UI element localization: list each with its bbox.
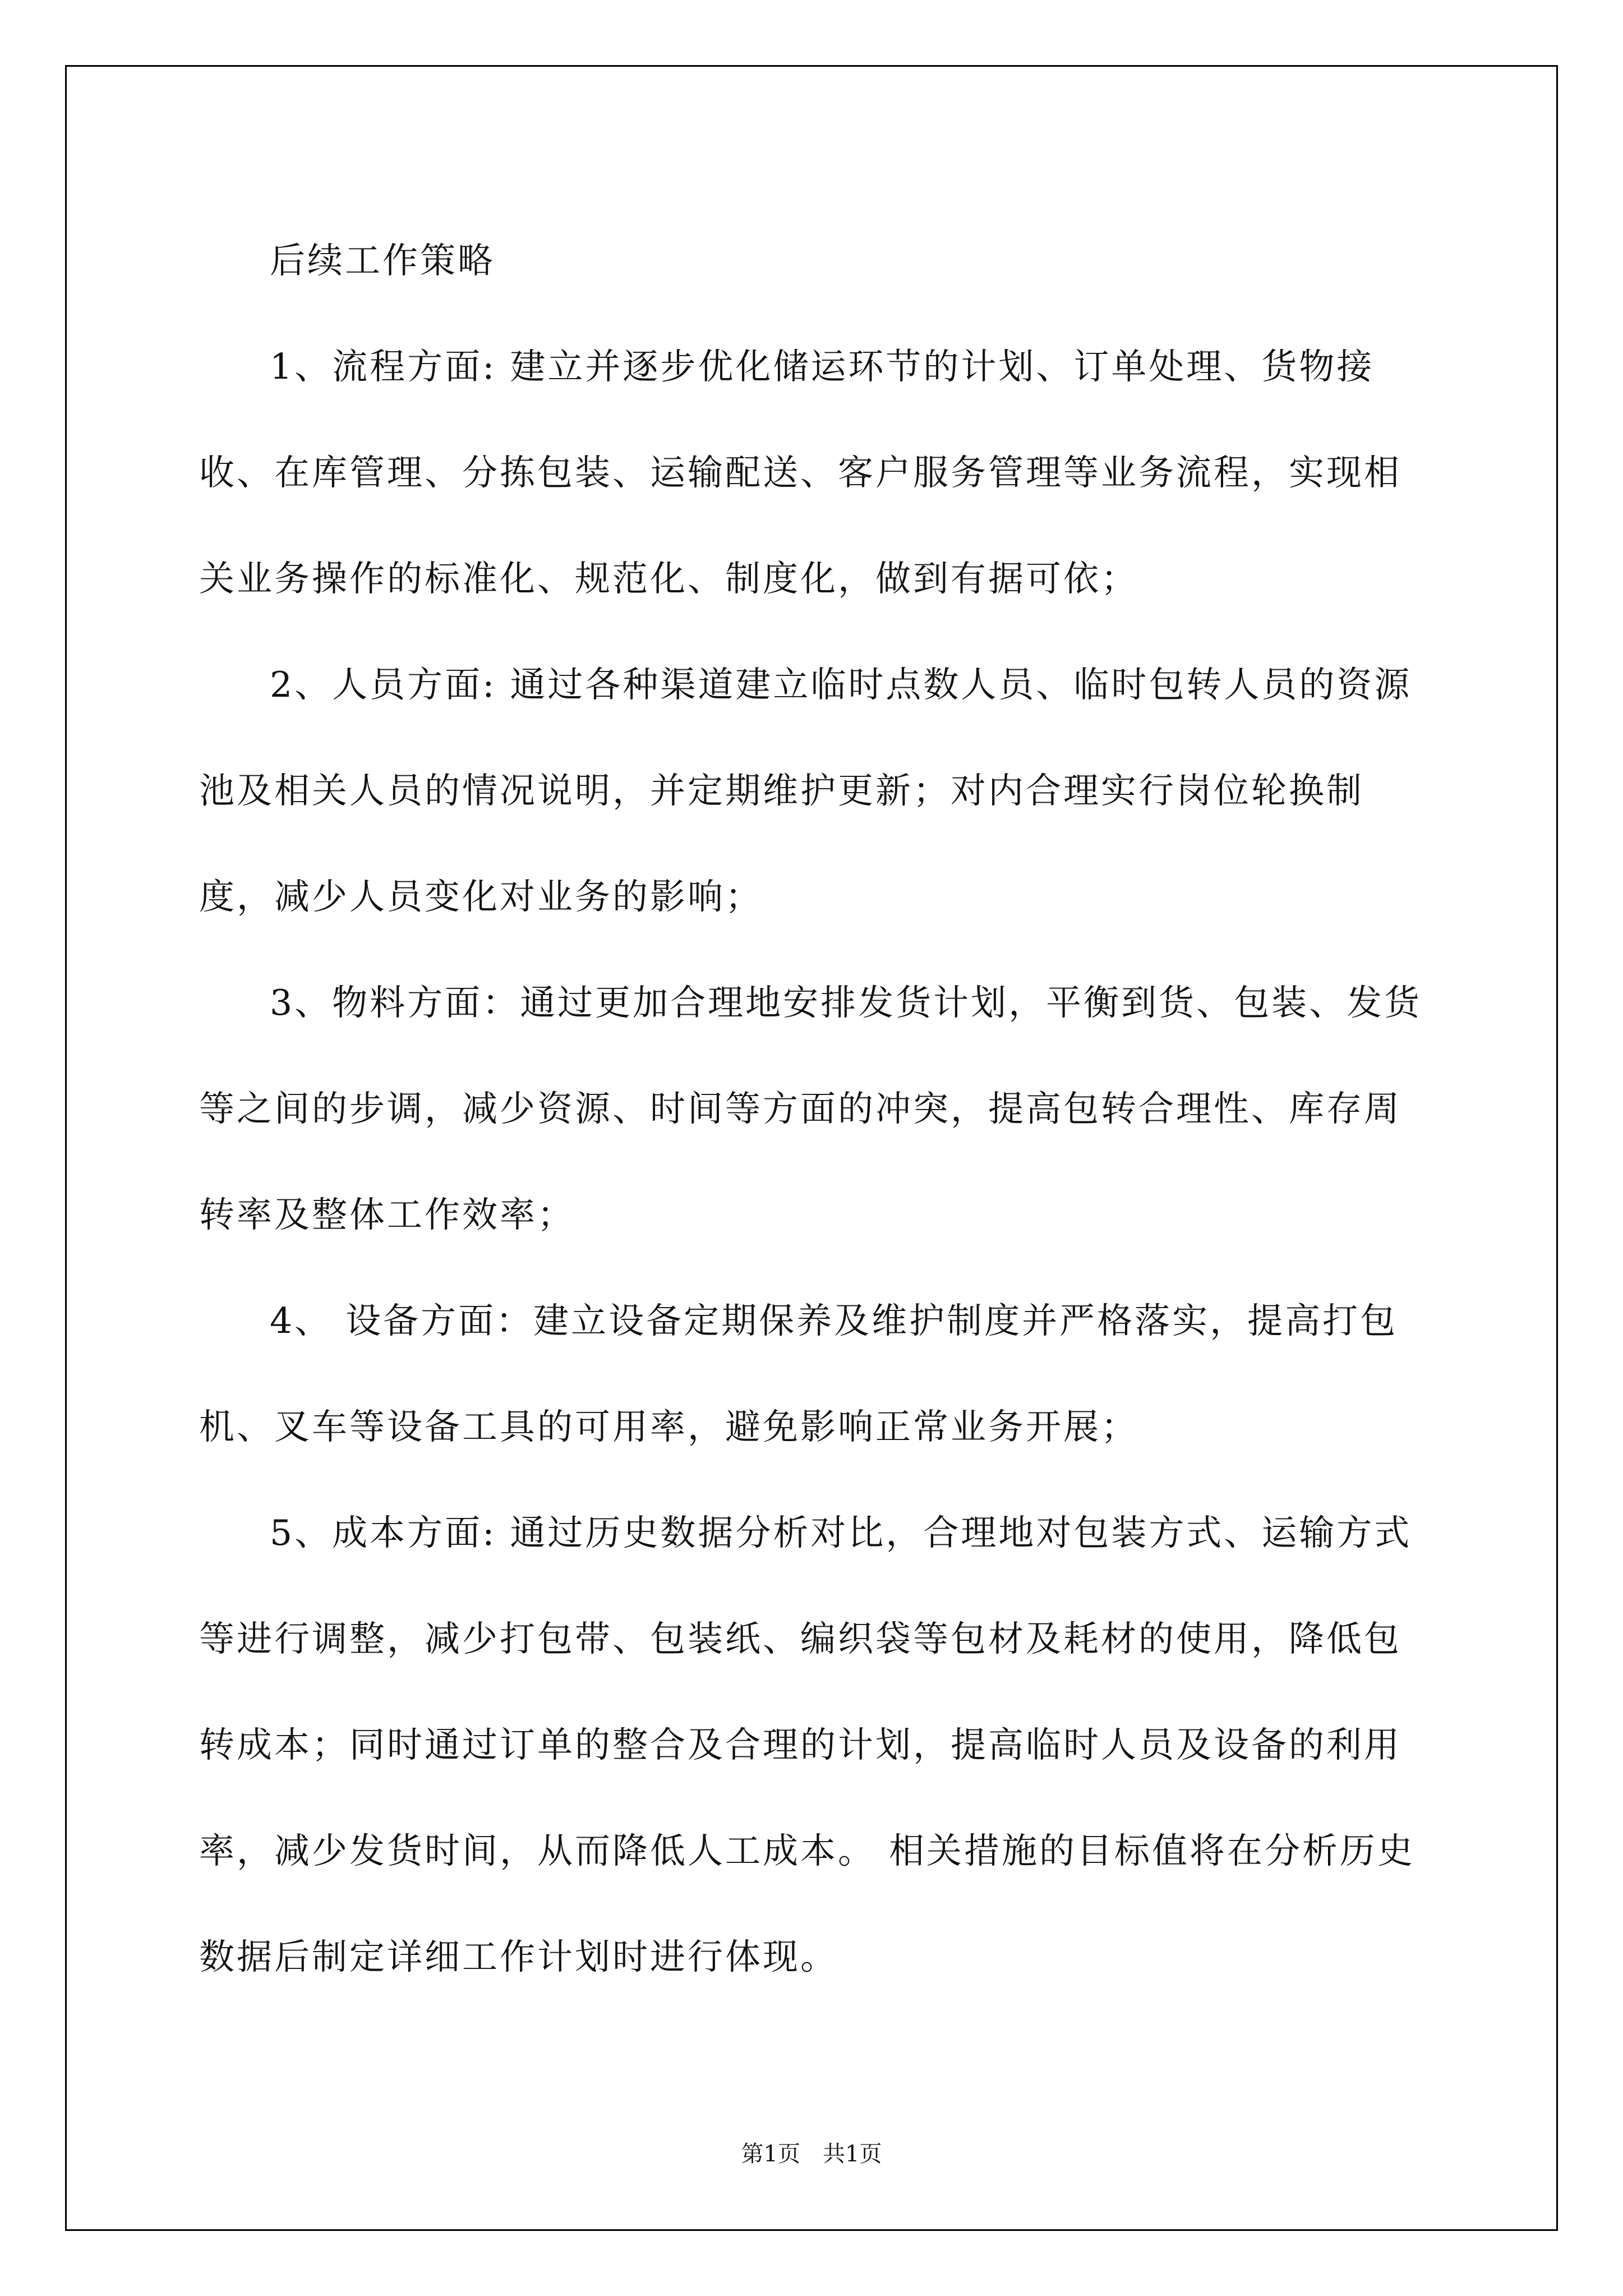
paragraph-materials: 3、物料方面：通过更加合理地安排发货计划，平衡到货、包装、发货等之间的步调，减少资源、时间等方面的冲突，提高包转合理性、库存周转率及整体工作效率； <box>199 982 1422 1235</box>
paragraph-equipment: 4、 设备方面：建立设备定期保养及维护制度并严格落实，提高打包机、叉车等设备工具的可用率，避免影响正常业务开展； <box>199 1300 1398 1447</box>
page-number-footer: 第1页 共1页 <box>741 2141 882 2167</box>
paragraph-cost: 5、成本方面: 通过历史数据分析对比，合理地对包装方式、运输方式等进行调整，减少打包带、包装纸、编织袋等包材及耗材的使用，降低包转成本；同时通过订单的整合及合理的计划，提高临时人员及设备的利用率，减少发货时间，从而降低人工成本。 相关措施的目标值将在分析历史数据后制定详细工作计划时进行体现。 <box>199 1512 1415 1977</box>
document-title: 后续工作策略 <box>270 240 495 281</box>
document-body <box>199 208 1433 2010</box>
paragraph-process: 1、流程方面: 建立并逐步优化储运环节的计划、订单处理、货物接收、在库管理、分拣包装、运输配送、客户服务管理等业务流程，实现相关业务操作的标准化、规范化、制度化，做到有据可依； <box>199 346 1401 599</box>
paragraph-personnel: 2、人员方面: 通过各种渠道建立临时点数人员、临时包转人员的资源池及相关人员的情况说明，并定期维护更新；对内合理实行岗位轮换制度，减少人员变化对业务的影响； <box>199 664 1412 917</box>
